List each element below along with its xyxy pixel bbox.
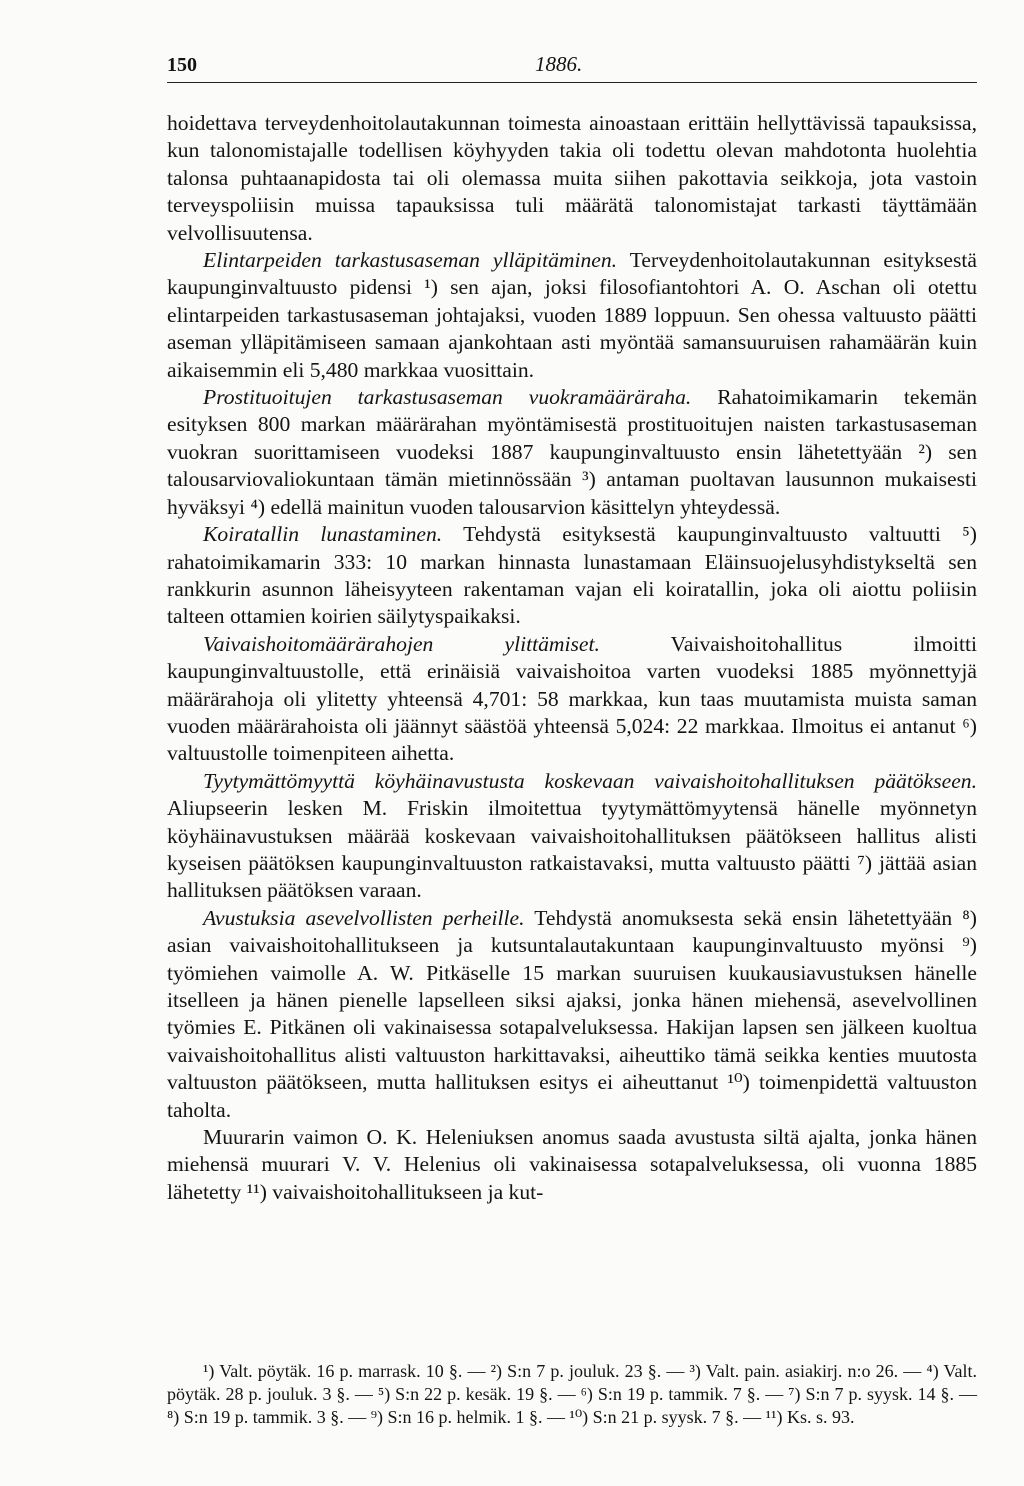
section-heading: Elintarpeiden tarkastusaseman ylläpitäminen.: [203, 248, 618, 273]
section-heading: Tyytymättömyyttä köyhäinavustusta koskevaan vaivaishoitohallituksen päätökseen.: [203, 768, 977, 793]
paragraph-text: Vaivaishoitohallitus ilmoitti kaupunginvaltuustolle, että erinäisiä vaivaishoitoa varten vuodeksi 1885 myönnettyjä määrärahoja oli ylitetty yhteensä 4,701: 58 markkaa, kun taas muutamista muista saman vuoden määrärahoista oli jäännyt säästöä yhteensä 5,024: 22 markkaa. Ilmoitus ei antanut ⁶) valtuustolle toimenpiteen aihetta.: [167, 631, 977, 766]
paragraph-text: Tehdystä esityksestä kaupunginvaltuusto valtuutti ⁵) rahatoimikamarin 333: 10 markan hinnasta lunastamaan Eläinsuojelusyhdistykseltä sen rankkurin asunnon läheisyyteen rakentaman vajan eli koiratallin, joka oli aiottu poliisin talteen ottamien koirien säilytyspaikaksi.: [167, 522, 977, 629]
paragraph-text: Aliupseerin lesken M. Friskin ilmoitettua tyytymättömyytensä hänelle myönnetyn köyhäinavustuksen määrää koskevaan vaivaishoitohallituksen päätökseen hallitus alisti kyseisen päätöksen kaupunginvaltuuston ratkaistavaksi, mutta valtuusto päätti ⁷) jättää asian hallituksen päätöksen varaan.: [167, 796, 977, 903]
paragraph-text: hoidettava terveydenhoitolautakunnan toimesta ainoastaan erittäin hellyttävissä tapauksissa, kun talonomistajalle todellisen köyhyyden takia oli todettu olevan mahdotonta huolehtia talonsa puhtaanapidosta tai oli olemassa muita siihen pakottavia seikkoja, jota vastoin terveyspoliisin muissa tapauksissa tuli määrätä talonomistajat tarkasti täyttämään velvollisuutensa.: [167, 111, 977, 245]
paragraph: [167, 110, 977, 247]
running-head: 1886.: [535, 52, 583, 76]
paragraph-text: Muurarin vaimon O. K. Heleniuksen anomus saada avustusta siltä ajalta, jonka hänen miehensä muurari V. V. Helenius oli vakinaisessa sotapalveluksessa, oli vuonna 1885 lähetetty ¹¹) vaivaishoitohallitukseen ja kut-: [167, 1125, 977, 1204]
section-heading: Vaivaishoitomäärärahojen ylittämiset.: [203, 631, 600, 656]
paragraph: [167, 521, 977, 631]
paragraph: [167, 1124, 977, 1206]
paragraph-text: Rahatoimikamarin tekemän esityksen 800 markan määrärahan myöntämisestä prostituoitujen naisten tarkastusaseman vuokran suorittamiseen vuodeksi 1887 kaupunginvaltuusto ensin lähetettyään ²) sen talousarviovaliokuntaan tämän mietinnössään ³) antaman puoltavan lausunnon mukaisesti hyväksyi ⁴) edellä mainitun vuoden talousarvion käsittelyn yhteydessä.: [167, 385, 978, 519]
page-number: 150: [167, 54, 197, 76]
paragraph-text: Terveydenhoitolautakunnan esityksestä kaupunginvaltuusto pidensi ¹) sen ajan, joksi filosofiantohtori A. O. Aschan oli otettu elintarpeiden tarkastusaseman johtajaksi, vuoden 1889 loppuun. Sen ohessa valtuusto päätti aseman ylläpitämiseen samaan ajankohtaan asti myöntää samansuuruisen rahamäärän kuin aikaisemmin eli 5,480 markkaa vuosittain.: [167, 248, 977, 382]
paragraph: [167, 631, 977, 768]
section-heading: Koiratallin lunastaminen.: [203, 522, 443, 547]
body-text: [167, 110, 977, 1206]
section-heading: Avustuksia asevelvollisten perheille.: [203, 905, 525, 930]
section-heading: Prostituoitujen tarkastusaseman vuokramääräraha.: [203, 385, 692, 410]
page-header: [167, 48, 977, 83]
paragraph-text: Tehdystä anomuksesta sekä ensin lähetettyään ⁸) asian vaivaishoitohallitukseen ja kutsuntalautakuntaan kaupunginvaltuusto myönsi ⁹) työmiehen vaimolle A. W. Pitkäselle 15 markan suuruisen kuukausiavustuksen hänelle itselleen ja hänen pienelle lapselleen siksi ajaksi, jonka hänen miehensä, asevelvollinen työmies E. Pitkänen oli vakinaisessa sotapalveluksessa. Hakijan lapsen sen jälkeen kuoltua vaivaishoitohallitus alisti valtuuston harkittavaksi, aiheuttiko tämä seikka kenties muutosta valtuuston päätökseen, mutta hallituksen esitys ei aiheuttanut ¹⁰) toimenpidettä valtuuston taholta.: [167, 905, 977, 1122]
footnotes: [167, 1360, 977, 1429]
paragraph: [167, 768, 977, 905]
paragraph: [167, 247, 977, 384]
paragraph: [167, 905, 977, 1124]
footnote-text: ¹) Valt. pöytäk. 16 p. marrask. 10 §. — ²) S:n 7 p. jouluk. 23 §. — ³) Valt. pain. asiakirj. n:o 26. — ⁴) Valt. pöytäk. 28 p. jouluk. 3 §. — ⁵) S:n 22 p. kesäk. 19 §. — ⁶) S:n 19 p. tammik. 7 §. — ⁷) S:n 7 p. syysk. 14 §. — ⁸) S:n 19 p. tammik. 3 §. — ⁹) S:n 16 p. helmik. 1 §. — ¹⁰) S:n 21 p. syysk. 7 §. — ¹¹) Ks. s. 93.: [167, 1361, 977, 1427]
paragraph: [167, 384, 977, 521]
